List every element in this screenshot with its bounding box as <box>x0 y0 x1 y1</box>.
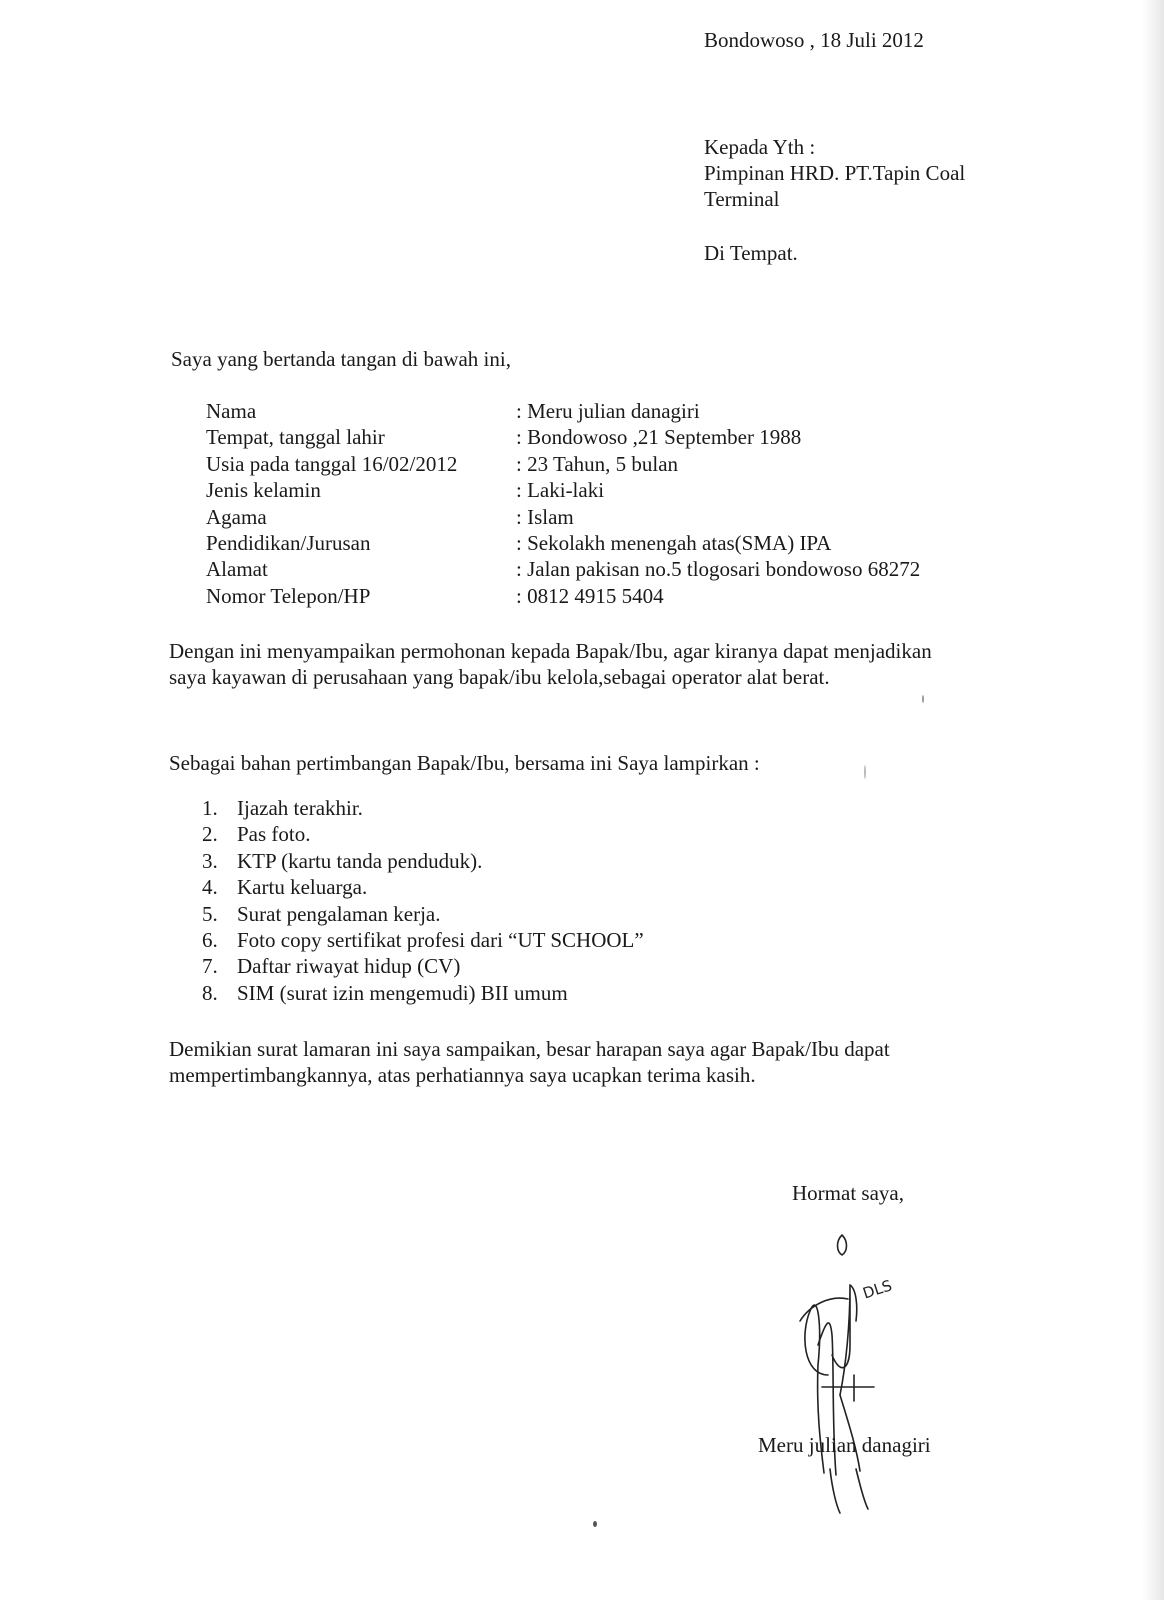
detail-value: : 23 Tahun, 5 bulan <box>516 451 679 476</box>
detail-label: Usia pada tanggal 16/02/2012 <box>206 451 458 476</box>
detail-value: : Jalan pakisan no.5 tlogosari bondowoso 68272 <box>516 557 921 582</box>
list-number: 7. <box>202 954 218 979</box>
detail-label: Nama <box>206 399 257 423</box>
detail-value: : Bondowoso ,21 September 1988 <box>516 425 802 450</box>
request-paragraph: Dengan ini menyampaikan permohonan kepada Bapak/Ibu, agar kiranya dapat menjadikan saya kayawan di perusahaan yang bapak/ibu kelola,sebagai operator alat berat. <box>169 639 932 689</box>
detail-label: Nomor Telepon/HP <box>206 583 371 608</box>
intro-line: Saya yang bertanda tangan di bawah ini, <box>171 347 511 371</box>
detail-label: Agama <box>206 504 267 529</box>
list-text: Surat pengalaman kerja. <box>237 901 441 926</box>
list-number: 8. <box>202 980 218 1005</box>
detail-label: Alamat <box>206 557 268 582</box>
list-number: 3. <box>202 848 218 873</box>
signature-initials: DLS <box>860 1276 895 1303</box>
recipient-line1: Pimpinan HRD. PT.Tapin Coal <box>704 161 966 185</box>
list-text: Pas foto. <box>237 822 311 847</box>
recipient-salutation: Kepada Yth : <box>704 135 816 159</box>
list-number: 5. <box>202 901 218 926</box>
list-number: 1. <box>202 796 218 820</box>
list-number: 2. <box>202 822 218 847</box>
recipient-location: Di Tempat. <box>704 241 798 265</box>
attachments-intro: Sebagai bahan pertimbangan Bapak/Ibu, bersama ini Saya lampirkan : <box>169 751 760 775</box>
detail-value: : 0812 4915 5404 <box>516 583 664 608</box>
detail-value: : Islam <box>516 504 574 529</box>
list-number: 4. <box>202 875 218 900</box>
detail-label: Tempat, tanggal lahir <box>206 425 385 450</box>
scan-speck <box>922 695 924 703</box>
scan-edge-shadow <box>1142 0 1164 1600</box>
recipient-line2: Terminal <box>704 187 780 211</box>
list-text: Ijazah terakhir. <box>237 796 363 820</box>
detail-value: : Laki-laki <box>516 478 605 503</box>
detail-label: Jenis kelamin <box>206 478 321 503</box>
scan-speck <box>864 765 866 779</box>
closing-salutation: Hormat saya, <box>792 1181 904 1205</box>
handwritten-signature <box>770 1225 910 1515</box>
list-text: Kartu keluarga. <box>237 875 368 900</box>
list-number: 6. <box>202 927 218 952</box>
signatory-name: Meru julian danagiri <box>758 1433 931 1457</box>
list-text: Daftar riwayat hidup (CV) <box>237 954 461 979</box>
list-text: SIM (surat izin mengemudi) BII umum <box>237 980 568 1005</box>
closing-paragraph: Demikian surat lamaran ini saya sampaikan, besar harapan saya agar Bapak/Ibu dapat mempertimbangkannya, atas perhatiannya saya ucapkan terima kasih. <box>169 1037 890 1087</box>
list-text: KTP (kartu tanda penduduk). <box>237 848 483 873</box>
detail-value: : Sekolakh menengah atas(SMA) IPA <box>516 530 832 555</box>
place-date: Bondowoso , 18 Juli 2012 <box>704 28 924 52</box>
scan-speck <box>593 1521 597 1527</box>
recipient-block <box>704 134 965 212</box>
detail-label: Pendidikan/Jurusan <box>206 530 371 555</box>
detail-value: : Meru julian danagiri <box>516 399 700 423</box>
list-text: Foto copy sertifikat profesi dari “UT SCHOOL” <box>237 927 644 952</box>
